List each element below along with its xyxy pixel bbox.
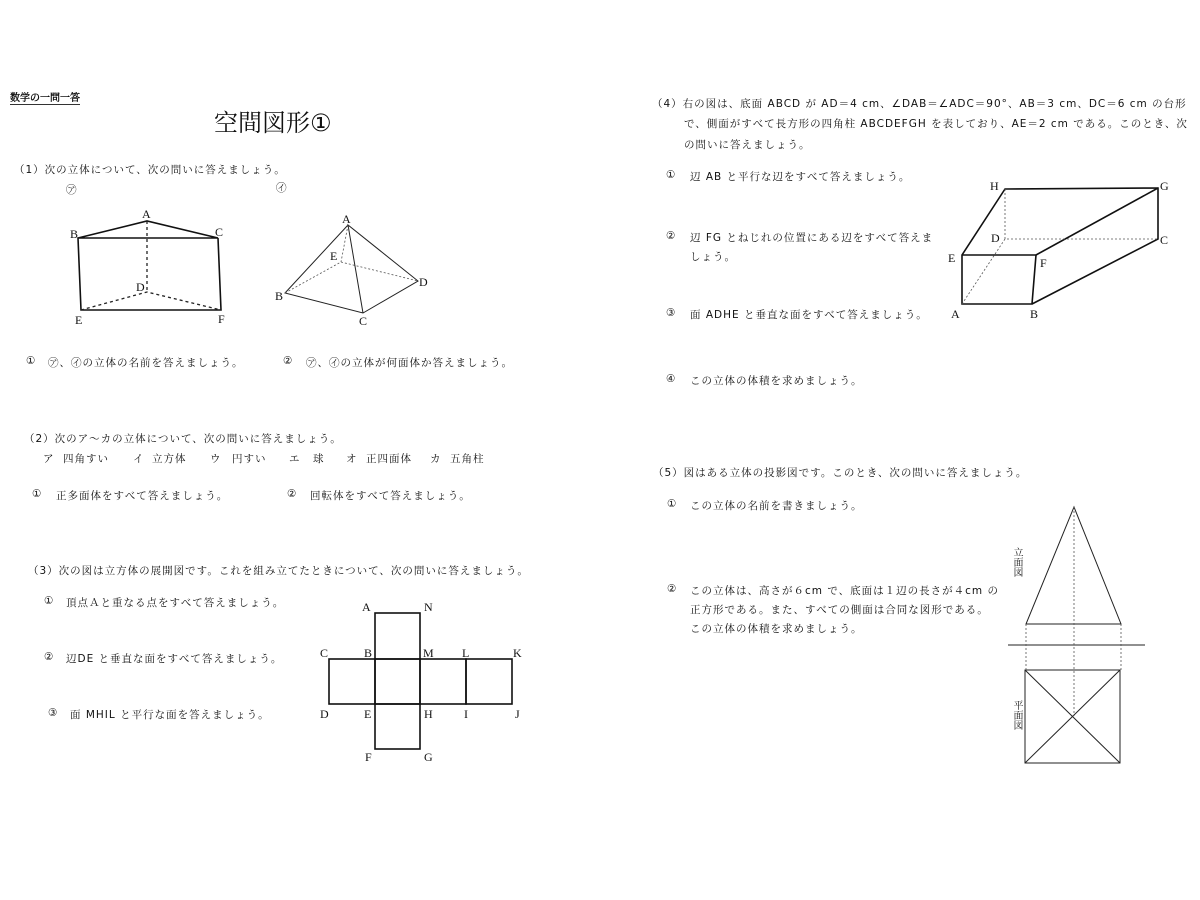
vertex-label: A — [951, 307, 960, 321]
q5-1-num: ① — [667, 498, 678, 510]
vertex-label: J — [515, 707, 520, 721]
quadrangular-prism-figure — [948, 179, 1169, 321]
q5-prompt: （5）図はある立体の投影図です。このとき、次の問いに答えましょう。 — [653, 467, 1028, 479]
q3-1-text: 頂点Ａと重なる点をすべて答えましょう。 — [66, 597, 285, 609]
q5-1-text: この立体の名前を書きましょう。 — [690, 500, 863, 512]
vertex-label: C — [215, 225, 224, 239]
q2-2-text: 回転体をすべて答えましょう。 — [310, 490, 471, 502]
solid-name: 正四面体 — [366, 453, 412, 465]
q5-2-text: この立体の体積を求めましょう。 — [690, 623, 863, 635]
solid-name: 四角すい — [63, 453, 109, 465]
cube-net-figure — [320, 600, 522, 764]
q4-4-text: この立体の体積を求めましょう。 — [690, 375, 863, 387]
vertex-label: C — [359, 314, 368, 328]
q4-prompt-line: の問いに答えましょう。 — [684, 139, 811, 151]
vertex-label: B — [70, 227, 79, 241]
vertex-label: B — [1030, 307, 1039, 321]
vertex-label: E — [330, 249, 338, 263]
q2-prompt: （2）次のア～カの立体について、次の問いに答えましょう。 — [24, 433, 342, 445]
q1-1-num: ① — [26, 355, 37, 367]
series-label: 数学の一問一答 — [10, 89, 80, 105]
vertex-label: F — [1040, 256, 1047, 270]
solid-key: イ — [133, 453, 145, 465]
q4-2-text: 辺 FG とねじれの位置にある辺をすべて答えま — [690, 232, 934, 244]
solid-key: エ — [289, 453, 301, 465]
solid-name: 円すい — [232, 453, 267, 465]
vertex-label: G — [424, 750, 433, 764]
vertex-label: H — [990, 179, 999, 193]
q3-1-num: ① — [44, 595, 55, 607]
q4-4-num: ④ — [666, 373, 677, 385]
vertex-label: F — [218, 312, 225, 326]
q5-2-num: ② — [667, 583, 678, 595]
triangular-prism-figure — [70, 207, 225, 327]
plan-view-label: 平面図 — [1011, 700, 1022, 730]
vertex-label: M — [423, 646, 434, 660]
vertex-label: C — [320, 646, 329, 660]
vertex-label: A — [362, 600, 371, 614]
q3-3-text: 面 MHIL と平行な面を答えましょう。 — [70, 709, 270, 721]
q4-1-num: ① — [666, 169, 677, 181]
vertex-label: D — [419, 275, 428, 289]
q3-prompt: （3）次の図は立方体の展開図です。これを組み立てたときについて、次の問いに答えましょう。 — [28, 565, 529, 577]
solid-key: カ — [430, 453, 442, 465]
q5-2-text: この立体は、高さが６cm で、底面は１辺の長さが４cm の — [690, 585, 999, 597]
q5-2-text: 正方形である。また、すべての側面は合同な図形である。 — [690, 604, 989, 616]
vertex-label: I — [464, 707, 468, 721]
vertex-label: E — [364, 707, 372, 721]
elevation-view-label: 立面図 — [1011, 547, 1022, 577]
q2-2-num: ② — [287, 488, 298, 500]
solid-key: ア — [43, 453, 55, 465]
vertex-label: E — [948, 251, 956, 265]
vertex-label: D — [320, 707, 329, 721]
q1-2-text: ㋐、㋑の立体が何面体か答えましょう。 — [306, 357, 513, 369]
q4-3-text: 面 ADHE と垂直な面をすべて答えましょう。 — [690, 309, 928, 321]
vertex-label: A — [342, 212, 351, 226]
vertex-label: B — [364, 646, 373, 660]
q2-1-text: 正多面体をすべて答えましょう。 — [56, 490, 229, 502]
q4-prompt-line: で、側面がすべて長方形の四角柱 ABCDEFGH を表しており、AE＝2 cm である。このとき、次 — [684, 118, 1188, 130]
q2-1-num: ① — [32, 488, 43, 500]
vertex-label: E — [75, 313, 83, 327]
vertex-label: H — [424, 707, 433, 721]
solid-name: 五角柱 — [450, 453, 485, 465]
solid-name: 球 — [313, 453, 325, 465]
q4-3-num: ③ — [666, 307, 677, 319]
vertex-label: F — [365, 750, 372, 764]
projection-figure — [1008, 507, 1145, 763]
solid-key: ウ — [210, 453, 222, 465]
vertex-label: C — [1160, 233, 1169, 247]
vertex-label: L — [462, 646, 470, 660]
q3-2-text: 辺DE と垂直な面をすべて答えましょう。 — [66, 653, 283, 665]
vertex-label: D — [991, 231, 1000, 245]
solid-name: 立方体 — [152, 453, 187, 465]
square-pyramid-figure — [275, 212, 428, 328]
vertex-label: A — [142, 207, 151, 221]
q4-1-text: 辺 AB と平行な辺をすべて答えましょう。 — [690, 171, 911, 183]
vertex-label: K — [513, 646, 522, 660]
q3-3-num: ③ — [48, 707, 59, 719]
q1-1-text: ㋐、㋑の立体の名前を答えましょう。 — [48, 357, 244, 369]
q1-2-num: ② — [283, 355, 294, 367]
vertex-label: D — [136, 280, 145, 294]
q3-2-num: ② — [44, 651, 55, 663]
solid-key: オ — [346, 453, 358, 465]
vertex-label: B — [275, 289, 284, 303]
figure-b-label: ㋑ — [276, 182, 288, 194]
vertex-label: N — [424, 600, 433, 614]
q1-prompt: （1）次の立体について、次の問いに答えましょう。 — [14, 164, 286, 176]
q4-2-text-cont: しょう。 — [690, 251, 736, 263]
q4-prompt-line: （4）右の図は、底面 ABCD が AD＝4 cm、∠DAB＝∠ADC＝90°、AB＝3 cm、DC＝6 cm の台形 — [652, 98, 1187, 110]
page-title: 空間図形① — [214, 109, 332, 137]
q4-2-num: ② — [666, 230, 677, 242]
vertex-label: G — [1160, 179, 1169, 193]
figure-a-label: ㋐ — [66, 184, 78, 196]
